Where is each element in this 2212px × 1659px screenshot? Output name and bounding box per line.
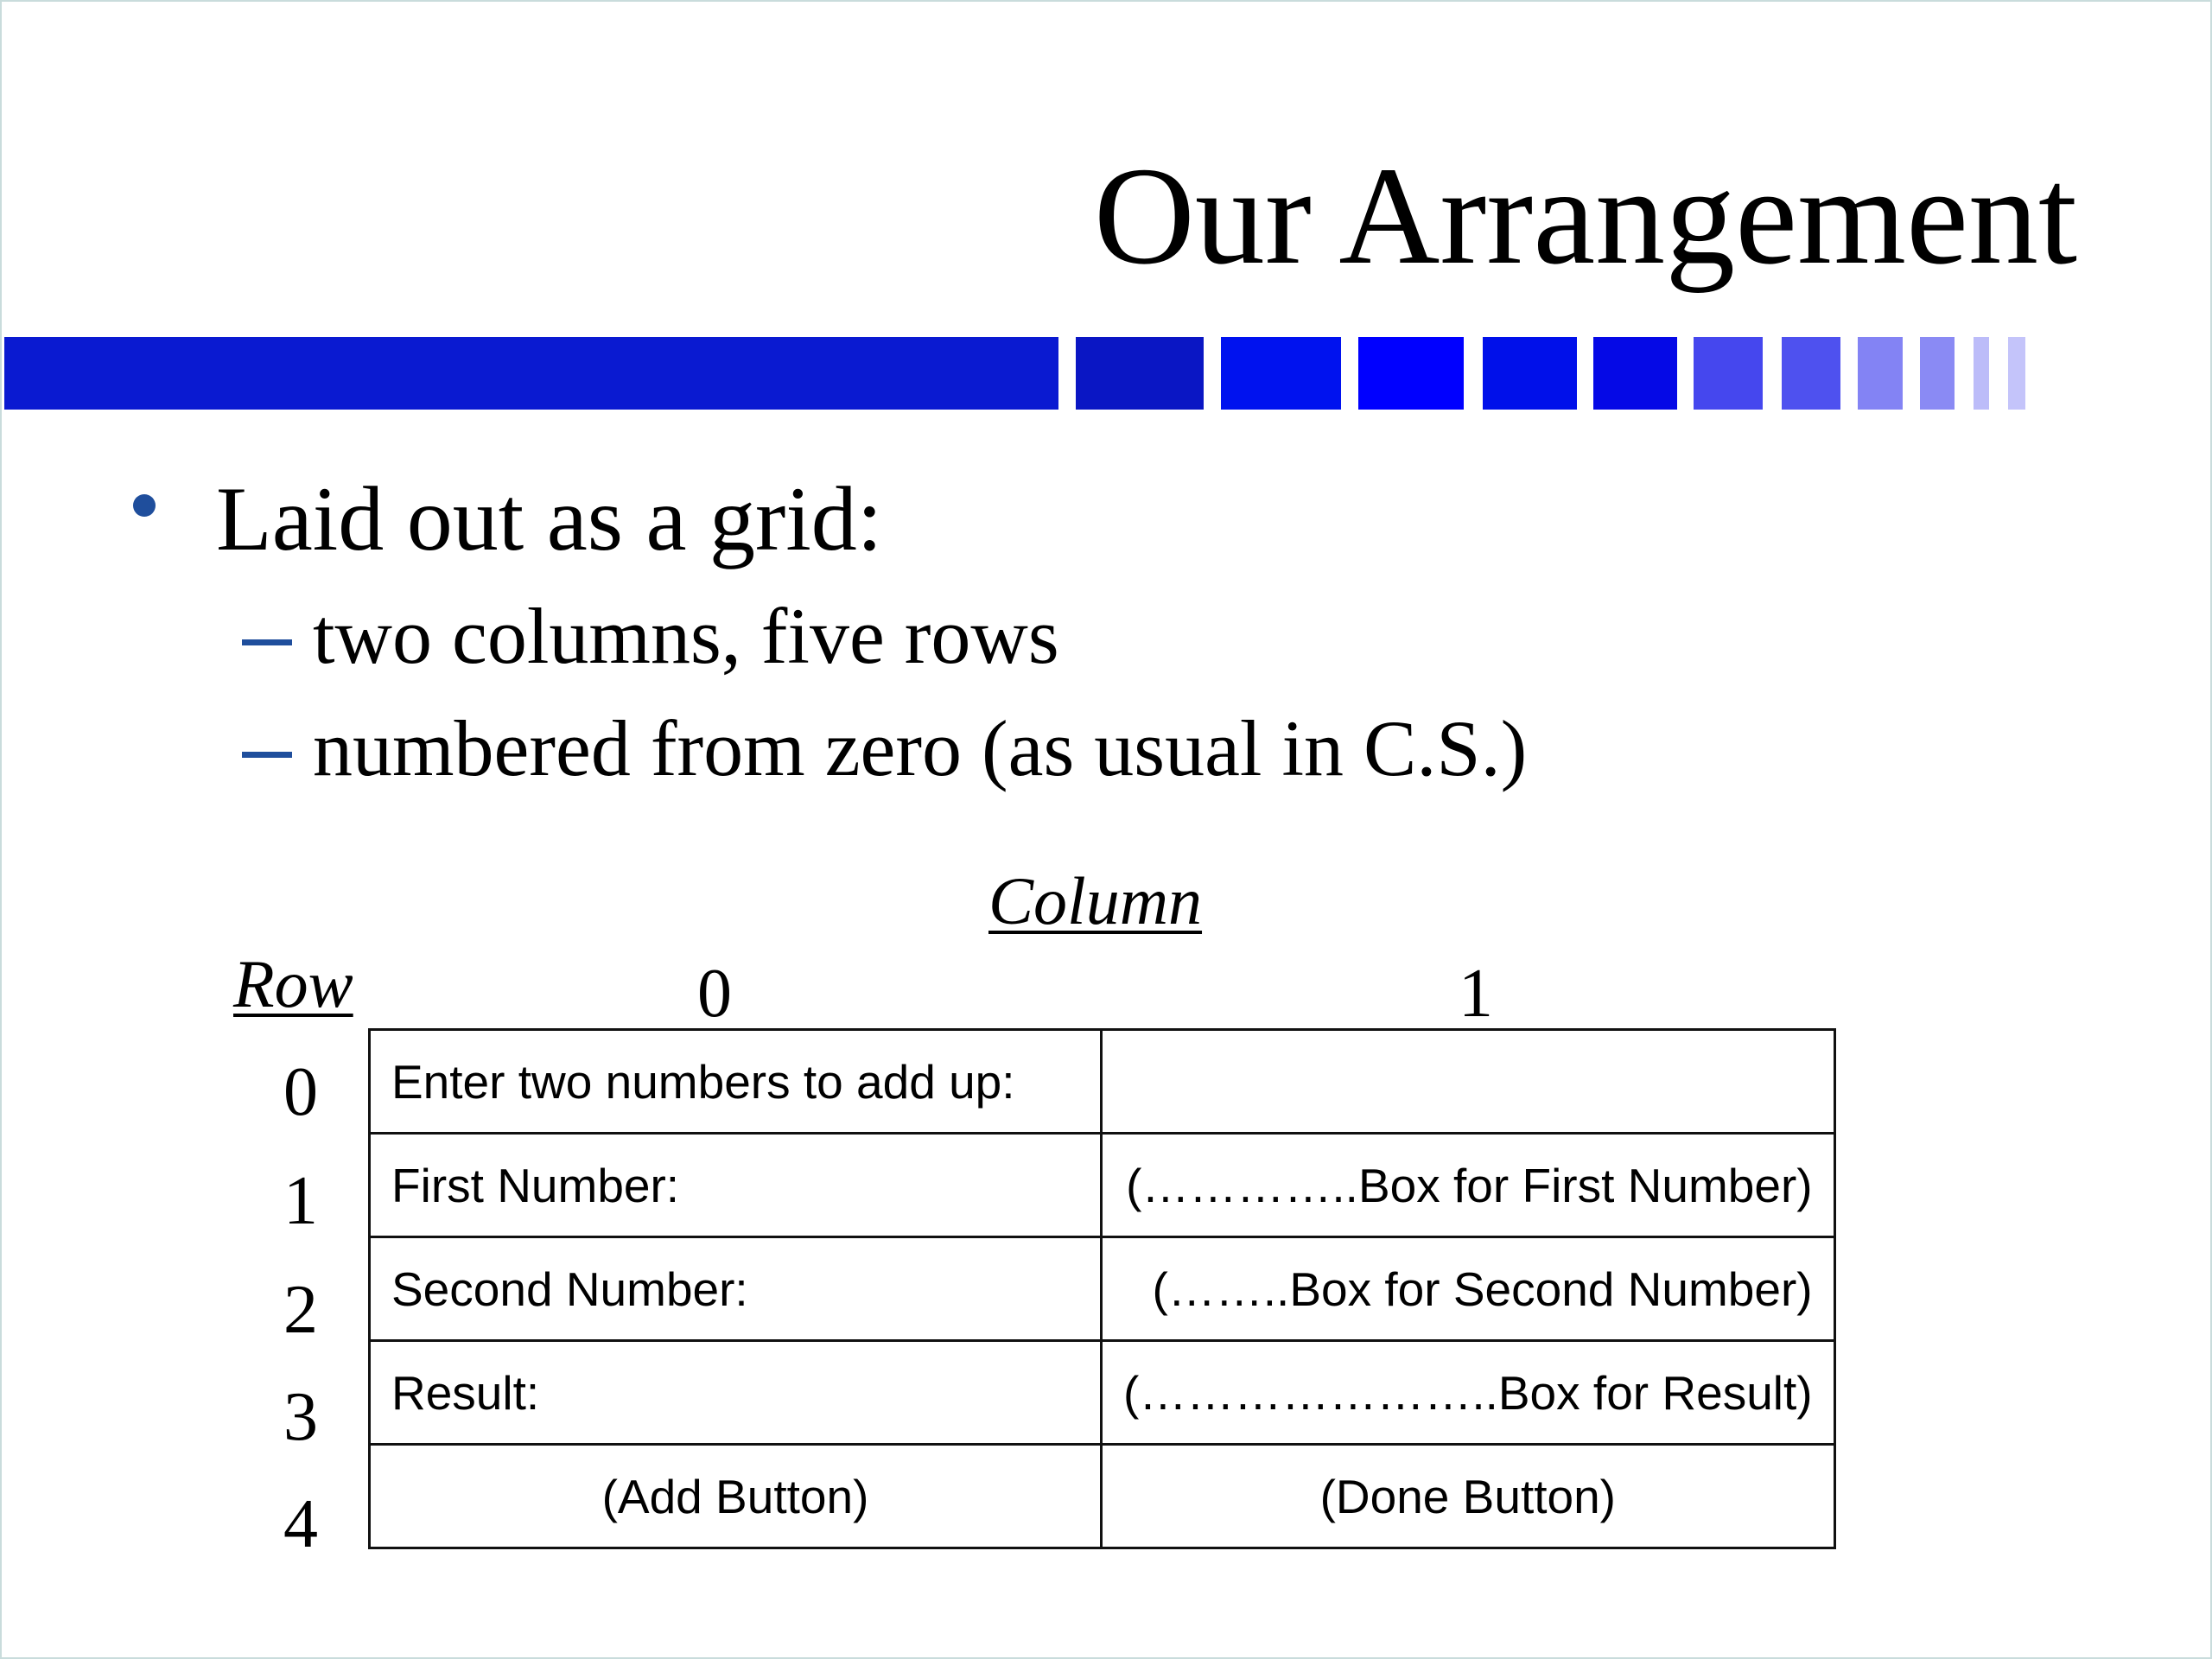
column-heading: Column: [988, 863, 1203, 938]
sub-bullet-text: numbered from zero (as usual in C.S.): [313, 704, 1528, 792]
row-number: 4: [283, 1486, 318, 1562]
row-number: 2: [283, 1272, 318, 1348]
grid-cell: First Number:: [370, 1134, 1102, 1237]
table-row: [370, 1030, 1835, 1134]
table-row: [370, 1445, 1835, 1548]
grid-cell: (…………..Box for First Number): [1102, 1134, 1835, 1237]
grid-cell: Result:: [370, 1341, 1102, 1445]
band-block: [1694, 337, 1763, 410]
band-block: [1076, 337, 1204, 410]
bullet-dot-icon: [133, 494, 156, 517]
band-block: [1858, 337, 1903, 410]
band-block: [1782, 337, 1840, 410]
column-number: 1: [1459, 956, 1493, 1032]
dash-icon: [242, 752, 292, 758]
row-number: 0: [283, 1054, 318, 1130]
row-heading: Row: [233, 946, 353, 1021]
table-row: [370, 1237, 1835, 1341]
band-block: [1483, 337, 1577, 410]
band-block: [1920, 337, 1955, 410]
band-block: [1593, 337, 1677, 410]
grid-cell: Enter two numbers to add up:: [370, 1030, 1102, 1134]
slide-title: Our Arrangement: [1093, 139, 2077, 294]
table-row: [370, 1341, 1835, 1445]
band-block: [2008, 337, 2025, 410]
table-row: [370, 1134, 1835, 1237]
band-block: [1358, 337, 1464, 410]
row-number: 1: [283, 1163, 318, 1239]
grid-cell: (Done Button): [1102, 1445, 1835, 1548]
band-block: [1221, 337, 1341, 410]
bullet-text: Laid out as a grid:: [216, 468, 883, 569]
grid-table: [368, 1028, 1836, 1549]
grid-cell: (Add Button): [370, 1445, 1102, 1548]
grid-cell: [1102, 1030, 1835, 1134]
row-number: 3: [283, 1379, 318, 1455]
column-number: 0: [697, 956, 732, 1032]
band-block: [1974, 337, 1989, 410]
band-main-bar: [4, 337, 1058, 410]
grid-cell: (……..Box for Second Number): [1102, 1237, 1835, 1341]
dash-icon: [242, 639, 292, 645]
sub-bullet-text: two columns, five rows: [313, 592, 1059, 680]
grid-cell: (…………………..Box for Result): [1102, 1341, 1835, 1445]
grid-cell: Second Number:: [370, 1237, 1102, 1341]
